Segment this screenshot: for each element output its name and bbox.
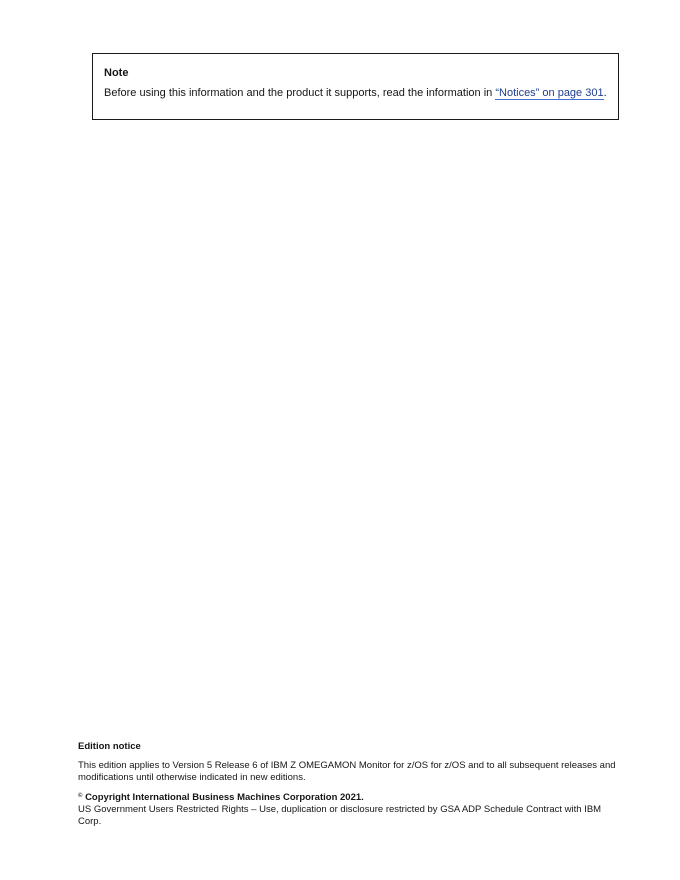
note-box [92,53,619,120]
copyright-line [78,790,623,804]
edition-text: This edition applies to Version 5 Release 6 of IBM Z OMEGAMON Monitor for z/OS for z/OS and to all subsequent releases and modifications until otherwise indicated in new editions. [78,760,616,783]
note-text [104,87,607,100]
edition-notice [78,741,623,828]
restricted-rights-text: US Government Users Restricted Rights – Use, duplication or disclosure restricted by GSA ADP Schedule Contract with IBM Corp. [78,804,602,827]
note-text-before: Before using this information and the product it supports, read the information in [104,87,496,99]
edition-heading: Edition notice [78,741,141,752]
note-text-after: . [603,87,607,99]
copyright-symbol: © [78,793,83,799]
note-heading: Note [104,67,129,79]
notices-link[interactable]: “Notices” on page 301 [495,87,604,99]
copyright-text: Copyright International Business Machines Corporation 2021. [85,792,364,803]
